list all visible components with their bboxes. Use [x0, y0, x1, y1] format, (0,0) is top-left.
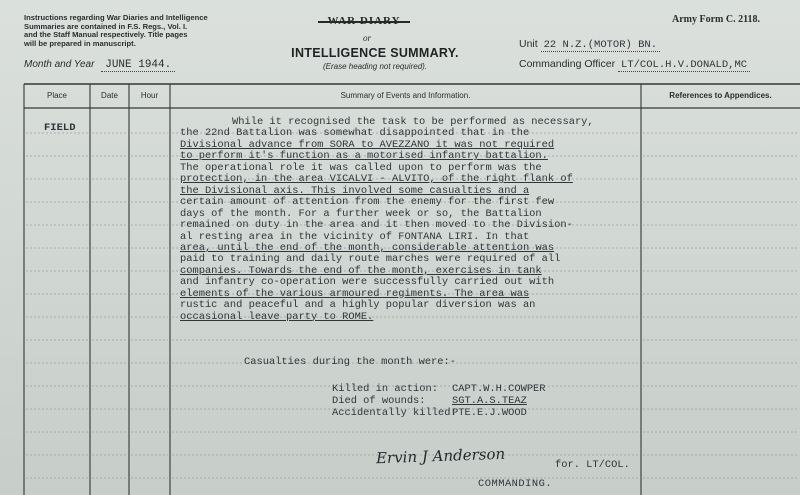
instructions-text: [24, 14, 274, 48]
column-header-summary: Summary of Events and Information.: [340, 91, 471, 100]
unit-row: [519, 38, 660, 51]
month-year-label: Month and Year: [24, 59, 95, 70]
narrative-line: days of the month. For a further week or so, the Battalion: [180, 207, 542, 220]
place-entry: FIELD: [44, 122, 76, 134]
narrative-line: The operational role it was called upon to perform was the: [180, 161, 542, 174]
handwritten-signature: Ervin J Anderson: [375, 444, 506, 468]
unit-label: Unit: [519, 38, 538, 50]
casualties-heading: Casualties during the month were:-: [244, 356, 457, 368]
form-title: INTELLIGENCE SUMMARY.: [291, 46, 459, 60]
narrative-line: al resting area in the vicinity of FONTANA LIRI. In that: [180, 230, 530, 243]
month-year-row: [24, 59, 175, 72]
signature-rank: for. LT/COL.: [555, 459, 630, 471]
commanding-officer-row: [519, 58, 750, 71]
instructions-line: will be prepared in manuscript.: [24, 38, 136, 48]
narrative-line: elements of the various armoured regiments. The area was: [180, 287, 530, 300]
narrative-line: Divisional advance from SORA to AVEZZANO it was not required: [180, 138, 555, 151]
column-header-date: Date: [101, 91, 118, 100]
summary-narrative: [180, 117, 660, 323]
instructions-line: Instructions regarding War Diaries and Intelligence: [24, 13, 208, 22]
narrative-line: the 22nd Battalion was somewhat disappointed that in the: [180, 127, 530, 140]
unit-value: 22 N.Z.(MOTOR) BN.: [541, 39, 660, 52]
narrative-line: occasional leave party to ROME.: [180, 310, 374, 323]
casualty-category: Killed in action:: [332, 383, 439, 395]
co-label: Commanding Officer: [519, 58, 616, 70]
column-header-place: Place: [46, 91, 67, 100]
narrative-line: area, until the end of the month, considerable attention was: [180, 241, 555, 254]
narrative-line: rustic and peaceful and a highly popular diversion was an: [180, 299, 536, 312]
army-form-number: Army Form C. 2118.: [672, 14, 761, 25]
month-year-value: JUNE 1944.: [101, 59, 175, 72]
narrative-line: certain amount of attention from the enemy for the first few: [180, 196, 555, 209]
narrative-line: to perform it's function as a motorised infantry battalion.: [180, 150, 548, 163]
instructions-line: Summaries are contained in F.S. Regs., Vol. I.: [24, 21, 188, 31]
column-header-hour: Hour: [140, 91, 159, 100]
co-value: LT/COL.H.V.DONALD,MC: [618, 59, 750, 72]
form-subtitle: (Erase heading not required).: [322, 62, 428, 71]
narrative-line: the Divisional axis. This involved some casualties and a: [180, 184, 530, 197]
narrative-line: paid to training and daily route marches were required of all: [180, 253, 561, 266]
casualty-row: [332, 383, 546, 395]
casualty-category: Accidentally killed:: [332, 407, 457, 419]
narrative-line: protection, in the area VICALVI - ALVITO, of the right flank of: [180, 173, 573, 186]
casualty-row: [332, 407, 527, 419]
casualty-row: [332, 395, 527, 407]
casualty-category: Died of wounds:: [332, 395, 426, 407]
narrative-line: remained on duty in the area and it then moved to the Division-: [180, 219, 573, 232]
instructions-line: and the Staff Manual respectively. Title pages: [24, 30, 188, 40]
narrative-line: and infantry co-operation were successfully carried out with: [180, 276, 555, 289]
or-word: or: [362, 33, 371, 43]
narrative-line: While it recognised the task to be performed as necessary,: [232, 116, 594, 128]
casualty-name: PTE.E.J.WOOD: [452, 407, 527, 419]
strike-through-bar: [318, 21, 410, 23]
casualty-name: SGT.A.S.TEAZ: [452, 395, 527, 407]
column-header-references: References to Appendices.: [669, 91, 772, 100]
casualty-name: CAPT.W.H.COWPER: [452, 383, 546, 395]
narrative-line: companies. Towards the end of the month, exercises in tank: [180, 264, 542, 277]
signature-title: COMMANDING.: [478, 478, 553, 490]
